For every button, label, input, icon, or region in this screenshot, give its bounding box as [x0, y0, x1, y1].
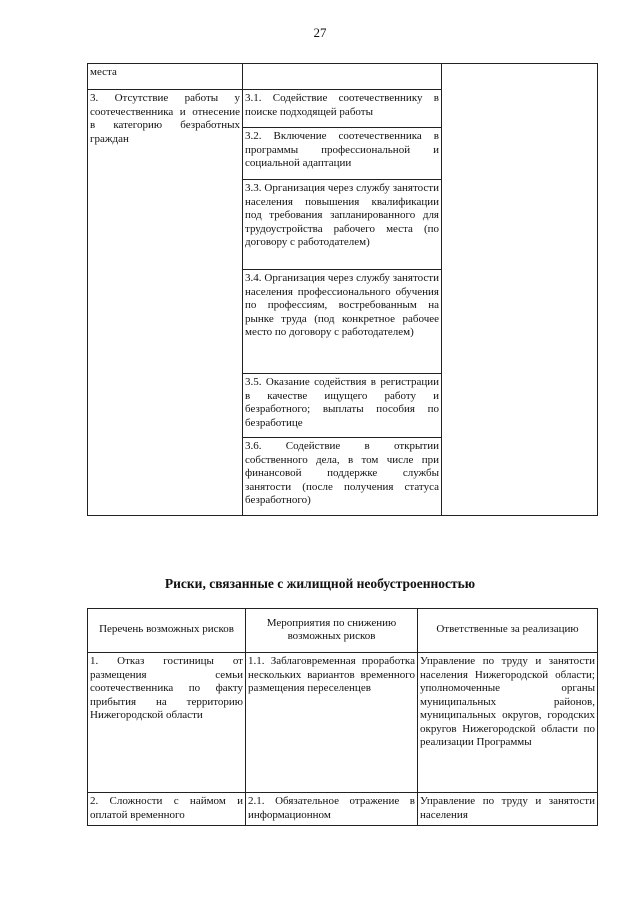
table-row [88, 653, 598, 793]
measure-cell: 3.6. Содействие в открытии собственного дела, в том числе при финансовой поддержке службы занятости (после получения статуса безработного) [243, 438, 442, 516]
measure-cell: 3.5. Оказание содействия в регистрации в качестве ищущего работу и безработного; выплаты пособия по безработице [243, 374, 442, 438]
risk-table-housing [87, 608, 598, 826]
measure-cell: 1.1. Заблаговременная проработка нескольких вариантов временного размещения переселенцев [246, 653, 418, 793]
measure-cell: 3.2. Включение соотечественника в программы профессиональной и социальной адаптации [243, 128, 442, 180]
table-header-row [88, 609, 598, 653]
measure-cell: 3.4. Организация через службу занятости населения профессионального обучения по профессиям, востребованным на рынке труда (под конкретное рабочее место по договору с работодателем) [243, 270, 442, 374]
table-row [88, 793, 598, 826]
risk-cell: 3. Отсутствие работы у соотечественника и отнесение в категорию безработных граждан [88, 90, 243, 516]
column-header: Мероприятия по снижению возможных рисков [246, 609, 418, 653]
page-number: 27 [313, 25, 327, 40]
risk-cell: 2. Сложности с наймом и оплатой временного [88, 793, 246, 826]
table-cell [243, 64, 442, 90]
risk-cell: 1. Отказ гостиницы от размещения семьи соотечественника по факту прибытия на территорию Нижегородской области [88, 653, 246, 793]
responsible-cell [442, 64, 598, 516]
responsible-cell: Управление по труду и занятости населения [418, 793, 598, 826]
table-row [88, 64, 598, 90]
risk-table-employment [87, 63, 598, 516]
column-header: Ответственные за реализацию [418, 609, 598, 653]
measure-cell: 2.1. Обязательное отражение в информационном [246, 793, 418, 826]
column-header: Перечень возможных рисков [88, 609, 246, 653]
section-title: Риски, связанные с жилищной необустроенностью [164, 576, 476, 591]
measure-cell: 3.1. Содействие соотечественнику в поиске подходящей работы [243, 90, 442, 128]
measure-cell: 3.3. Организация через службу занятости населения повышения квалификации под требования запланированного для трудоустройства рабочего места (по договору с работодателем) [243, 180, 442, 270]
responsible-cell: Управление по труду и занятости населения Нижегородской области; уполномоченные органы муниципальных районов, муниципальных округов, городских округов Нижегородской области по реализации Программы [418, 653, 598, 793]
table-cell: места [88, 64, 243, 90]
